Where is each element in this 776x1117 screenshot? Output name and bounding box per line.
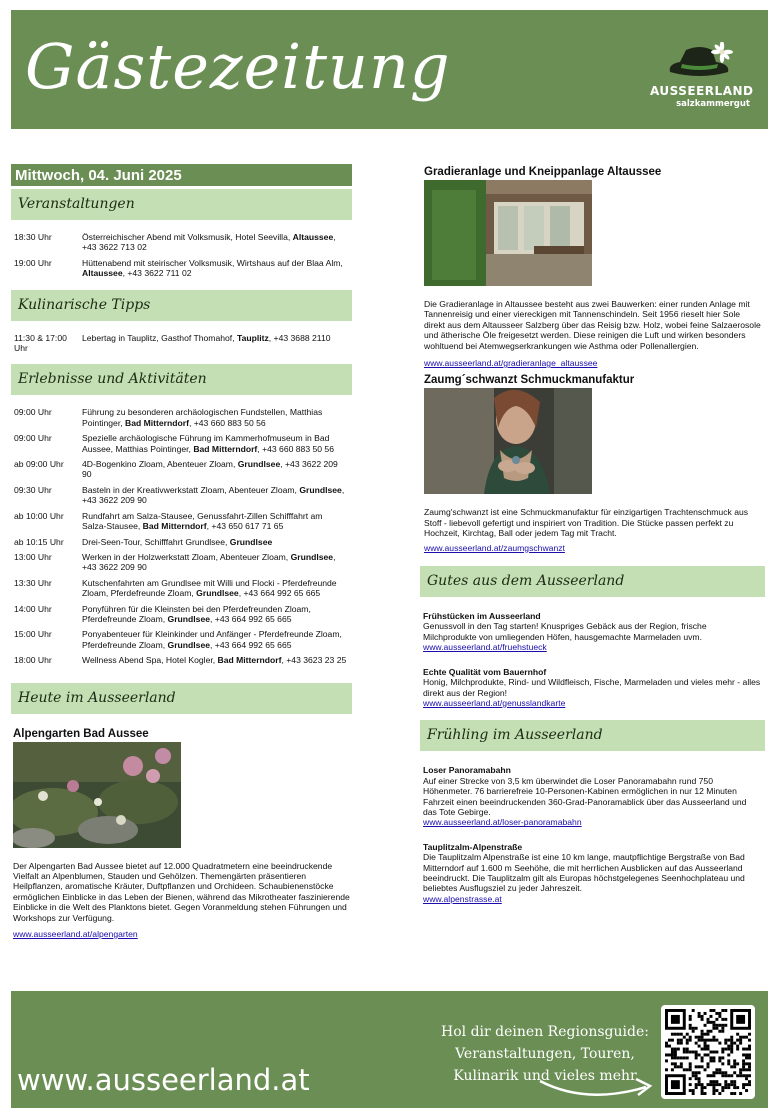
right-column	[420, 164, 765, 904]
article-link[interactable]: www.ausseerland.at/zaumgschwanzt	[424, 542, 565, 553]
kulinarisch-list	[11, 321, 352, 365]
event-item	[14, 629, 349, 650]
article-text: Zaumg'schwanzt ist eine Schmuckmanufaktur für einzigartigen Trachtenschmuck aus Stoff - liebevoll gefertigt und inspiriert von Tradition. Die Stücke passen perfekt zu Hochzeit, Kirchtag, Ball oder jedem Tag mit Tracht.	[424, 507, 749, 539]
event-time: 09:00 Uhr	[14, 433, 52, 444]
curved-arrow-icon	[536, 1071, 656, 1101]
event-time: 09:30 Uhr	[14, 484, 52, 495]
section-erlebnisse: Erlebnisse und Aktivitäten	[11, 364, 352, 395]
promo-line: Veranstaltungen, Touren,	[455, 1046, 635, 1062]
event-item	[14, 604, 349, 625]
event-location: Bad Mitterndorf	[125, 417, 189, 428]
event-time: 15:00 Uhr	[14, 629, 52, 640]
event-description: Wellness Abend Spa, Hotel Kogler, Bad Mitterndorf, +43 3623 23 25	[82, 655, 347, 666]
event-location: Tauplitz	[236, 332, 269, 343]
gradieranlage-photo	[424, 180, 592, 286]
event-item	[14, 511, 349, 532]
event-time: ab 10:00 Uhr	[14, 510, 64, 521]
gutes-item-text: Honig, Milchprodukte, Rind- und Wildfleisch, Fische, Marmeladen und vieles mehr - alles direkt aus der Region!	[423, 677, 761, 698]
event-location: Altaussee	[82, 268, 123, 279]
fruehling-item-text: Die Tauplitzalm Alpenstraße ist eine 10 km lange, mautpflichtige Bergstraße von Bad Mitterndorf auf 1.600 m Seehöhe, die mit herrlichen Ausblicken auf das Ausseerland beeindruckt. Die Tauplitzalm gilt als Europas höchstgelegenes Seenhochplateau und beliebtes Ausflugsziel zu jeder Jahreszeit.	[423, 852, 745, 894]
article-title: Alpengarten Bad Aussee	[13, 727, 149, 740]
event-description: 4D-Bogenkino Zloam, Abenteuer Zloam, Grundlsee, +43 3622 209 90	[82, 459, 338, 480]
event-location: Grundlsee	[167, 639, 211, 650]
article-link[interactable]: www.ausseerland.at/alpengarten	[13, 929, 138, 939]
qr-code-icon[interactable]	[661, 1005, 755, 1099]
fruehling-item-title: Tauplitzalm-Alpenstraße	[423, 841, 523, 852]
event-description: Hüttenabend mit steirischer Volksmusik, Wirtshaus auf der Blaa Alm, Altaussee, +43 3622 711 02	[82, 257, 343, 279]
event-description: Drei-Seen-Tour, Schifffahrt Grundlsee, Grundlsee	[82, 536, 273, 547]
event-item	[14, 333, 349, 354]
section-fruehling: Frühling im Ausseerland	[420, 720, 765, 751]
header-banner	[11, 10, 768, 129]
event-item	[14, 537, 349, 547]
section-gutes: Gutes aus dem Ausseerland	[420, 566, 765, 597]
event-time: 13:00 Uhr	[14, 551, 52, 562]
event-description: Ponyabenteuer für Kleinkinder und Anfänger - Pferdefreunde Zloam, Pferdefreunde Zloam, Grundlsee, +43 664 992 65 665	[82, 629, 342, 650]
event-location: Grundlsee	[229, 536, 273, 547]
event-location: Altaussee	[292, 232, 334, 242]
event-description: Kutschenfahrten am Grundlsee mit Willi und Flocki - Pferdefreunde Zloam, Pferdefreunde Zloam, Grundlsee, +43 664 992 65 665	[82, 577, 337, 599]
event-item	[14, 578, 349, 599]
event-description: Werken in der Holzwerkstatt Zloam, Abenteuer Zloam, Grundlsee, +43 3622 209 90	[82, 551, 336, 573]
event-time: 14:00 Uhr	[14, 603, 52, 614]
event-time: ab 09:00 Uhr	[14, 459, 64, 470]
fruehling-item	[423, 842, 762, 904]
fruehling-item-link[interactable]: www.ausseerland.at/loser-panoramabahn	[423, 817, 582, 828]
event-item	[14, 433, 349, 454]
gutes-item	[423, 667, 762, 709]
event-time: 09:00 Uhr	[14, 407, 52, 418]
article-title: Zaumg´schwanzt Schmuckmanufaktur	[424, 374, 635, 387]
gutes-item-title: Frühstücken im Ausseerland	[423, 611, 541, 622]
event-description: Österreichischer Abend mit Volksmusik, Hotel Seevilla, Altaussee, +43 3622 713 02	[82, 232, 336, 253]
veranstaltungen-list	[11, 220, 352, 290]
section-kulinarische-tipps: Kulinarische Tipps	[11, 290, 352, 321]
fruehling-item-link[interactable]: www.alpenstrasse.at	[423, 893, 502, 904]
logo-subline: salzkammergut	[676, 99, 750, 109]
event-description: Spezielle archäologische Führung im Kammerhofmuseum in Bad Aussee, Matthias Pointinger, Bad Mitterndorf, +43 660 883 50 56	[82, 433, 334, 454]
event-item	[14, 655, 349, 665]
gutes-item-link[interactable]: www.ausseerland.at/fruehstueck	[423, 642, 547, 653]
event-location: Grundlsee	[237, 459, 281, 470]
date-heading: Mittwoch, 04. Juni 2025	[11, 164, 352, 186]
promo-line: Hol dir deinen Regionsguide:	[441, 1024, 649, 1040]
qr-code-pattern	[665, 1009, 751, 1095]
event-item	[14, 407, 349, 428]
gutes-item-link[interactable]: www.ausseerland.at/genusslandkarte	[423, 697, 566, 708]
article-title: Gradieranlage und Kneippanlage Altaussee	[424, 166, 662, 178]
event-time: 13:30 Uhr	[14, 577, 52, 588]
event-location: Grundlsee	[167, 613, 211, 624]
event-location: Grundlsee	[196, 588, 239, 599]
event-time: 18:00 Uhr	[14, 655, 52, 666]
article-text: Der Alpengarten Bad Aussee bietet auf 12.000 Quadratmetern eine beeindruckende Vielfalt an Alpenblumen, Stauden und Gehölzen. Themengärten präsentieren Heilpflanzen, aromatische Kräuter, Duftpflanzen und Orchideen. Schaubienenstöcke ermöglichen Einblicke in das Leben der Bienen, während das Mikrotheater faszinierende Einblicke in die Welt des Planktons bietet. Gegen Voranmeldung stehen Führungen und Workshops zur Verfügung.	[13, 860, 350, 923]
hat-edelweiss-icon	[664, 42, 734, 80]
promo-line: Kulinarik und vieles mehr	[453, 1068, 637, 1084]
event-item	[14, 485, 349, 506]
event-description: Basteln in der Kreativwerkstatt Zloam, Abenteuer Zloam, Grundlsee, +43 3622 209 90	[82, 484, 345, 506]
footer-banner	[11, 991, 768, 1108]
event-item	[14, 232, 349, 253]
article-text: Die Gradieranlage in Altaussee besteht aus zwei Bauwerken: einer runden Anlage mit Tannenreisig und einer viereckigen mit Tannenschindeln. Seit 1956 rieselt hier Sole direkt aus dem Altausseer Salzberg über das Reisig bzw. Holz, wobei feine Salzaerosole und ätherische Öle freigesetzt werden. Diese reinigen die Luft und wirken besonders wohltuend bei Atemwegserkrankungen wie Asthma oder Pollenallergien.	[424, 299, 761, 351]
event-item	[14, 258, 349, 279]
event-description: Ponyführen für die Kleinsten bei den Pferdefreunden Zloam, Pferdefreunde Zloam, Grundlsee, +43 664 992 65 665	[82, 603, 311, 624]
fruehling-item-title: Loser Panoramabahn	[423, 765, 511, 776]
article-link[interactable]: www.ausseerland.at/gradieranlage_altaussee	[424, 358, 598, 369]
event-location: Grundlsee	[290, 551, 334, 562]
ausseerland-logo	[650, 34, 754, 114]
event-item	[14, 459, 349, 480]
event-time: 18:30 Uhr	[14, 232, 52, 242]
event-location: Grundlsee	[299, 484, 342, 495]
gutes-item	[423, 611, 762, 653]
event-item	[14, 552, 349, 573]
gutes-item-text: Genussvoll in den Tag starten! Knuspriges Gebäck aus der Region, frische Milchprodukte von umliegenden Höfen, hausgemachte Marmeladen uvm.	[423, 621, 707, 642]
erlebnisse-list	[11, 395, 352, 676]
section-heute: Heute im Ausseerland	[11, 683, 352, 714]
left-column	[11, 164, 352, 939]
event-description: Führung zu besonderen archäologischen Fundstellen, Matthias Pointinger, Bad Mitterndorf, +43 660 883 50 56	[82, 407, 323, 428]
footer-website[interactable]: www.ausseerland.at	[17, 1063, 310, 1097]
alpengarten-photo	[13, 742, 181, 848]
event-time: ab 10:15 Uhr	[14, 536, 64, 547]
event-description: Rundfahrt am Salza-Stausee, Genussfahrt-Zillen Schifffahrt am Salza-Stausee, Bad Mitterndorf, +43 650 617 71 65	[82, 510, 323, 532]
event-location: Bad Mitterndorf	[193, 443, 258, 454]
event-location: Bad Mitterndorf	[217, 655, 282, 666]
logo-wordmark: AUSSEERLAND	[650, 84, 754, 98]
zaumgschwanzt-photo	[424, 388, 592, 494]
event-description: Lebertag in Tauplitz, Gasthof Thomahof, Tauplitz, +43 3688 2110	[82, 332, 331, 343]
event-time: 11:30 & 17:00 Uhr	[14, 332, 67, 354]
gutes-item-title: Echte Qualität vom Bauernhof	[423, 666, 547, 677]
fruehling-item-text: Auf einer Strecke von 3,5 km überwindet die Loser Panoramabahn rund 750 Höhenmeter. 76 barrierefreie 10-Personen-Kabinen ermöglichen in nur 12 Minuten Fahrzeit einen beeindruckenden 360-Grad-Panoramablick über das Ausseerland und das Tote Gebirge.	[423, 775, 747, 817]
event-time: 19:00 Uhr	[14, 257, 52, 268]
fruehling-item	[423, 765, 762, 827]
page-title: Gästezeitung	[25, 30, 451, 103]
event-location: Bad Mitterndorf	[142, 521, 207, 532]
section-veranstaltungen: Veranstaltungen	[11, 189, 352, 220]
